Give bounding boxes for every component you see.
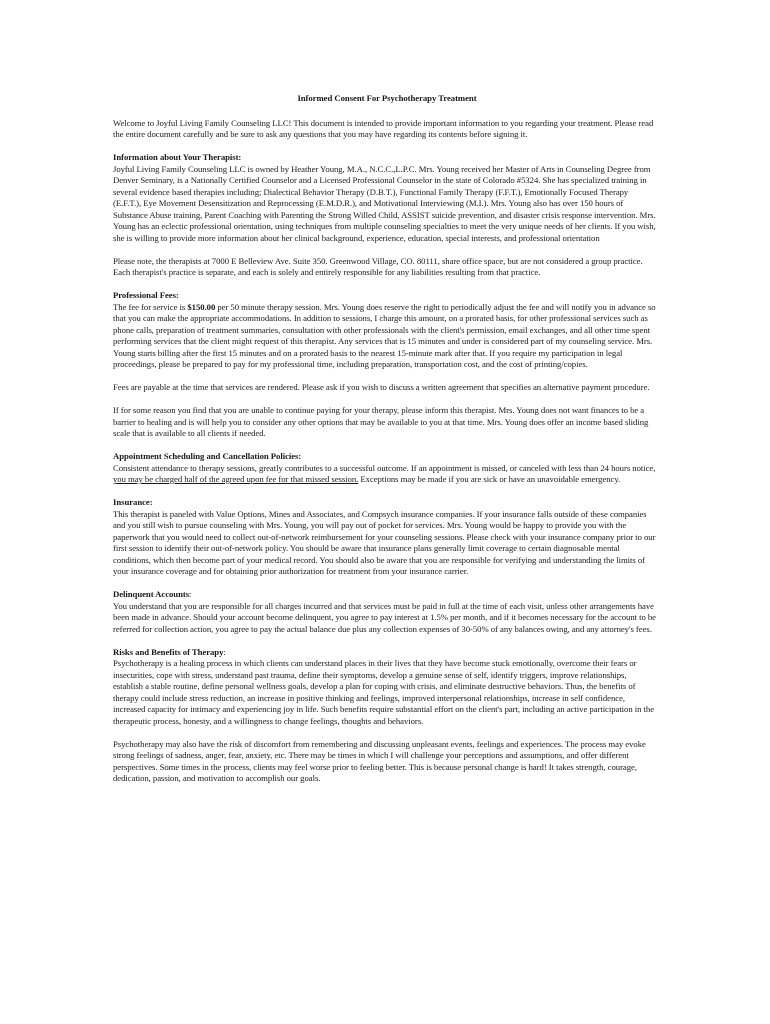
fee-amount: $150.00 xyxy=(187,301,216,312)
delinquent-body: You understand that you are responsible for all charges incurred and that services must be paid in full at the time of each visit, unless other arrangements have been made in advance. Should your account become delinquent, you agree to pay interest at 1.5% per month, and if it becomes necessary for the account to be referred for collection action, you agree to pay the actual balance due plus any collection expenses of 30-50% of any balances owing, and any attorney's fees. xyxy=(113,600,656,634)
appointments-heading: Appointment Scheduling and Cancellation Policies: xyxy=(113,451,302,461)
delinquent-heading-colon: : xyxy=(189,589,192,599)
document-page xyxy=(113,93,658,796)
appointments-body-pre: Consistent attendance to therapy sessions, greatly contributes to a successful outcome. If an appointment is missed, or canceled with less than 24 hours notice, xyxy=(113,462,656,473)
fees-section xyxy=(113,290,658,371)
fees-payable-paragraph: Fees are payable at the time that services are rendered. Please ask if you wish to discuss a written agreement that specifies an alternative payment procedure. xyxy=(113,382,650,392)
missed-session-fee-notice: you may be charged half of the agreed upon fee for that missed session. xyxy=(113,474,359,484)
risks-body: Psychotherapy is a healing process in which clients can understand places in their lives that they have become stuck emotionally, overcome their fears or insecurities, cope with stress, understand past trauma, define their symptoms, develop a genuine sense of self, identify triggers, improve relationships, establish a stable routine, define personal wellness goals, develop a plan for coping with crisis, and eliminate destructive behaviors. Thus, the benefits of therapy could include stress reduction, an increase in positive thinking and feelings, improved interpersonal relationships, increase in self confidence, increased capacity for intimacy and experiencing joy in life. Such benefits require substantial effort on the client's part, including an active participation in the therapeutic process, honesty, and a willingness to change feelings, thoughts and behaviors. xyxy=(113,658,655,726)
fees-heading: Professional Fees: xyxy=(113,290,179,300)
delinquent-heading: Delinquent Accounts xyxy=(113,589,190,599)
appointments-section xyxy=(113,451,658,486)
intro-paragraph: Welcome to Joyful Living Family Counseling LLC! This document is intended to provide important information to you regarding your treatment. Please read the entire document carefully and be sure to ask any questions that you may have regarding its contents before signing it. xyxy=(113,117,654,139)
office-note-paragraph: Please note, the therapists at 7000 E Belleview Ave. Suite 350. Greenwood Village, CO. 80111, share office space, but are not considered a group practice. Each therapist's practice is separate, and each is solely and entirely responsible for any liabilities resulting from that practice. xyxy=(113,255,643,277)
therapist-section xyxy=(113,152,658,244)
insurance-heading: Insurance: xyxy=(113,497,153,507)
fees-inability-paragraph: If for some reason you find that you are unable to continue paying for your therapy, please inform this therapist. Mrs. Young does not want finances to be a barrier to healing and is will help you to consider any other options that may be available to you at that time. Mrs. Young does offer an income based sliding scale that is available to all clients if needed. xyxy=(113,405,649,438)
fees-body-post: per 50 minute therapy session. Mrs. Young does reserve the right to periodically adjust the fee and will notify you in advance so that you can make the appropriate accommodations. In addition to sessions, I charge this amount, on a prorated basis, for other professional services such as phone calls, preparation of treatment summaries, consultation with other professionals with the client's permission, email exchanges, and all other time spent performing services that the client might request of this therapist. Any services that is 15 minutes and under is considered part of my counseling service. Mrs. Young starts billing after the first 15 minutes and on a prorated basis to the nearest 15-minute mark after that. If you require my participation in legal proceedings, please be prepared to pay for my professional time, including preparation, transportation cost, and the cost of printing/copies. xyxy=(113,301,656,369)
document-title: Informed Consent For Psychotherapy Treatment xyxy=(297,93,477,103)
insurance-section xyxy=(113,497,658,578)
risks-section xyxy=(113,647,658,728)
insurance-body: This therapist is paneled with Value Options, Mines and Associates, and Compsych insurance companies. If your insurance falls outside of these companies and you still wish to pursue counseling with Mrs. Young, you will pay out of pocket for services. Mrs. Young would be happy to provide you with the paperwork that you would need to collect out-of-network reimbursement for your counseling sessions. Please check with your insurance company prior to our first session to identify their out-of-network policy. You should be aware that insurance plans generally limit coverage to certain diagnosable mental conditions, which then become part of your medical record. You should also be aware that you are responsible for verifying and understanding the limits of your insurance coverage and for obtaining prior authorization for treatment from your insurance carrier. xyxy=(113,508,656,576)
risks-discomfort-paragraph: Psychotherapy may also have the risk of discomfort from remembering and discussing unpleasant events, feelings and experiences. The process may evoke strong feelings of sadness, anger, fear, anxiety, etc. There may be times in which I will challenge your perceptions and assumptions, and offer different perspectives. Some times in the process, clients may feel worse prior to feeling better. This is because personal change is hard! It takes strength, courage, dedication, passion, and motivation to accomplish our goals. xyxy=(113,738,646,783)
delinquent-section xyxy=(113,589,658,635)
fees-body-pre: The fee for service is xyxy=(113,301,188,312)
risks-heading-colon: : xyxy=(223,646,226,657)
appointments-body-post: Exceptions may be made if you are sick or have an unavoidable emergency. xyxy=(358,474,621,484)
therapist-heading: Information about Your Therapist: xyxy=(113,152,242,162)
therapist-body: Joyful Living Family Counseling LLC is owned by Heather Young, M.A., N.C.C.,L.P.C. Mrs. Young received her Master of Arts in Counseling Degree from Denver Seminary, is a Nationally Certified Counselor and a Licensed Professional Counselor in the state of Colorado #5324. She has specialized training in several evidence based therapies including; Dialectical Behavior Therapy (D.B.T.), Functional Family Therapy (F.F.T.), Emotionally Focused Therapy (E.F.T.), Eye Movement Desensitization and Reprocessing (E.M.D.R.), and Motivational Interviewing (M.I.). Mrs. Young also has over 150 hours of Substance Abuse training, Parent Coaching with Parenting the Strong Willed Child, ASSIST suicide prevention, and disaster crisis response intervention. Mrs. Young has an eclectic professional orientation, using techniques from multiple counseling specialties to meet the very unique needs of her clients. If you wish, she is willing to provide more information about her clinical background, experience, education, special interests, and professional orientation xyxy=(113,163,656,243)
risks-heading: Risks and Benefits of Therapy xyxy=(113,646,224,657)
